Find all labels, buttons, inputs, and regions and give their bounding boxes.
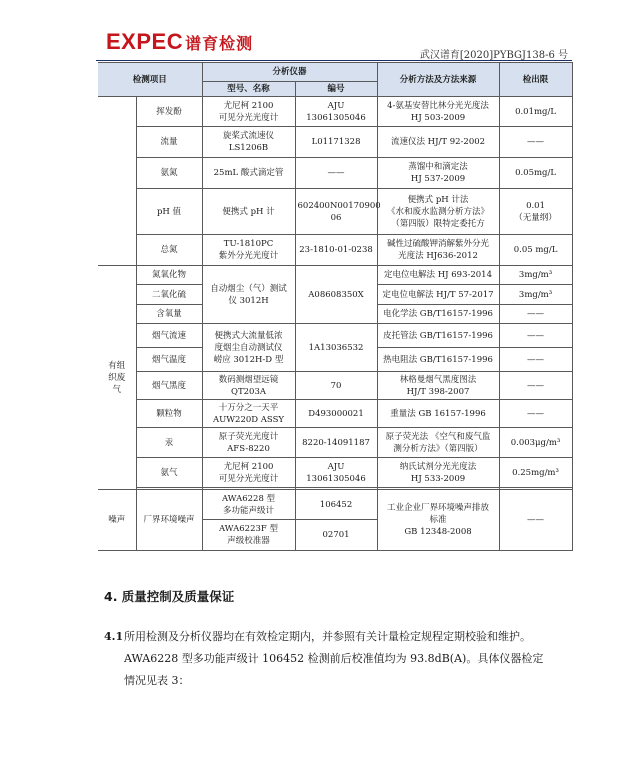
- limit-cell: ——: [499, 372, 572, 400]
- item-cell: 汞: [136, 428, 202, 458]
- header-instrument: 分析仪器: [202, 63, 377, 82]
- table-row: [98, 266, 572, 285]
- section-heading: 4. 质量控制及质量保证: [104, 589, 235, 604]
- table-row: [98, 97, 572, 127]
- item-cell: 流量: [136, 127, 202, 158]
- method-cell: 蒸馏中和滴定法 HJ 537-2009: [377, 158, 499, 189]
- number-cell: 23-1810-01-0238: [295, 235, 377, 266]
- instrument-cell: 数码测烟望远镜 QT203A: [202, 372, 295, 400]
- table-row: [98, 235, 572, 266]
- table-row: [98, 400, 572, 428]
- method-cell: 定电位电解法 HJ 693-2014: [377, 266, 499, 285]
- table-row: [98, 372, 572, 400]
- instrument-cell: TU-1810PC 紫外分光光度计: [202, 235, 295, 266]
- instrument-table: [98, 62, 573, 551]
- paragraph-line: AWA6228 型多功能声级计 106452 检测前后校准值均为 93.8dB(A)。具体仪器检定: [124, 652, 544, 665]
- method-cell: 4-氨基安替比林分光光度法 HJ 503-2009: [377, 97, 499, 127]
- item-cell: 氨氮: [136, 158, 202, 189]
- item-cell: 烟气黑度: [136, 372, 202, 400]
- table-row: [98, 324, 572, 348]
- item-cell: 厂界环境噪声: [136, 490, 202, 551]
- number-cell: 02701: [295, 520, 377, 551]
- category-cell: 有组 织废 气: [98, 266, 136, 490]
- method-cell: 热电阻法 GB/T16157-1996: [377, 348, 499, 372]
- table-row: [98, 189, 572, 235]
- paragraph-4-1: [104, 626, 574, 692]
- method-cell: 碱性过硫酸钾消解紫外分光 光度法 HJ636-2012: [377, 235, 499, 266]
- limit-cell: 0.05mg/L: [499, 158, 572, 189]
- header-limit: 检出限: [499, 63, 572, 97]
- instrument-cell: 便携式大流量低浓 度烟尘自动测试仪 崂应 3012H-D 型: [202, 324, 295, 372]
- number-cell: 106452: [295, 490, 377, 520]
- table-row: [98, 428, 572, 458]
- item-cell: 烟气温度: [136, 348, 202, 372]
- header-rule: [96, 60, 572, 61]
- item-cell: 挥发酚: [136, 97, 202, 127]
- item-cell: 烟气流速: [136, 324, 202, 348]
- table-row: [98, 127, 572, 158]
- limit-cell: ——: [499, 324, 572, 348]
- number-cell: AJU 13061305046: [295, 458, 377, 488]
- table-row: [98, 490, 572, 520]
- method-cell: 工业企业厂界环境噪声排放 标准 GB 12348-2008: [377, 490, 499, 551]
- item-cell: 总氮: [136, 235, 202, 266]
- number-cell: A08608350X: [295, 266, 377, 324]
- item-cell: 含氧量: [136, 305, 202, 324]
- instrument-cell: 十万分之一天平 AUW220D ASSY: [202, 400, 295, 428]
- category-cell: 噪声: [98, 490, 136, 551]
- header-model-name: 型号、名称: [202, 82, 295, 97]
- instrument-cell: 尤尼柯 2100 可见分光光度计: [202, 458, 295, 488]
- number-cell: 1A13036532: [295, 324, 377, 372]
- header-item: 检测项目: [98, 63, 202, 97]
- item-cell: pH 值: [136, 189, 202, 235]
- paragraph-line: 情况见表 3：: [124, 674, 190, 687]
- method-cell: 流速仪法 HJ/T 92-2002: [377, 127, 499, 158]
- method-cell: 重量法 GB 16157-1996: [377, 400, 499, 428]
- paragraph-line: 所用检测及分析仪器均在有效检定期内，并参照有关计量检定规程定期校验和维护。: [124, 630, 531, 643]
- item-cell: 二氧化硫: [136, 285, 202, 305]
- limit-cell: ——: [499, 127, 572, 158]
- limit-cell: ——: [499, 348, 572, 372]
- logo-text-cn: 谱育检测: [185, 34, 254, 53]
- limit-cell: 0.25mg/m³: [499, 458, 572, 488]
- limit-cell: 0.01 （无量纲）: [499, 189, 572, 235]
- number-cell: ——: [295, 158, 377, 189]
- number-cell: AJU 13061305046: [295, 97, 377, 127]
- limit-cell: ——: [499, 305, 572, 324]
- method-cell: 便携式 pH 计法 《水和废水监测分析方法》 （第四版）限特定委托方: [377, 189, 499, 235]
- method-cell: 定电位电解法 HJ/T 57-2017: [377, 285, 499, 305]
- method-cell: 原子荧光法 《空气和废气监 测分析方法》（第四版）: [377, 428, 499, 458]
- paragraph-number: 4.1: [104, 630, 124, 643]
- item-cell: 氮氧化物: [136, 266, 202, 285]
- header-method: 分析方法及方法来源: [377, 63, 499, 97]
- limit-cell: ——: [499, 400, 572, 428]
- instrument-cell: AWA6228 型 多功能声级计: [202, 490, 295, 520]
- number-cell: 70: [295, 372, 377, 400]
- number-cell: D493000021: [295, 400, 377, 428]
- category-cell: [98, 97, 136, 266]
- table-row: [98, 458, 572, 488]
- item-cell: 颗粒物: [136, 400, 202, 428]
- logo-text-en: EXPEC: [106, 29, 184, 54]
- number-cell: 602400N00170900 06: [295, 189, 377, 235]
- instrument-cell: 便携式 pH 计: [202, 189, 295, 235]
- limit-cell: 3mg/m³: [499, 285, 572, 305]
- limit-cell: 0.01mg/L: [499, 97, 572, 127]
- limit-cell: 0.003μg/m³: [499, 428, 572, 458]
- number-cell: L01171328: [295, 127, 377, 158]
- instrument-cell: AWA6223F 型 声级校准器: [202, 520, 295, 551]
- instrument-cell: 原子荧光光度计 AFS-8220: [202, 428, 295, 458]
- method-cell: 林格曼烟气黑度图法 HJ/T 398-2007: [377, 372, 499, 400]
- company-logo: [106, 29, 253, 55]
- item-cell: 氨气: [136, 458, 202, 488]
- instrument-cell: 自动烟尘（气）测试 仪 3012H: [202, 266, 295, 324]
- limit-cell: ——: [499, 490, 572, 551]
- limit-cell: 0.05 mg/L: [499, 235, 572, 266]
- table-row: [98, 158, 572, 189]
- instrument-cell: 25mL 酸式滴定管: [202, 158, 295, 189]
- limit-cell: 3mg/m³: [499, 266, 572, 285]
- instrument-cell: 尤尼柯 2100 可见分光光度计: [202, 97, 295, 127]
- header-number: 编号: [295, 82, 377, 97]
- method-cell: 纳氏试剂分光光度法 HJ 533-2009: [377, 458, 499, 488]
- number-cell: 8220-14091187: [295, 428, 377, 458]
- method-cell: 皮托管法 GB/T16157-1996: [377, 324, 499, 348]
- method-cell: 电化学法 GB/T16157-1996: [377, 305, 499, 324]
- document-number: 武汉谱育[2020]PYBGJ138-6 号: [419, 50, 568, 61]
- instrument-cell: 旋桨式流速仪 LS1206B: [202, 127, 295, 158]
